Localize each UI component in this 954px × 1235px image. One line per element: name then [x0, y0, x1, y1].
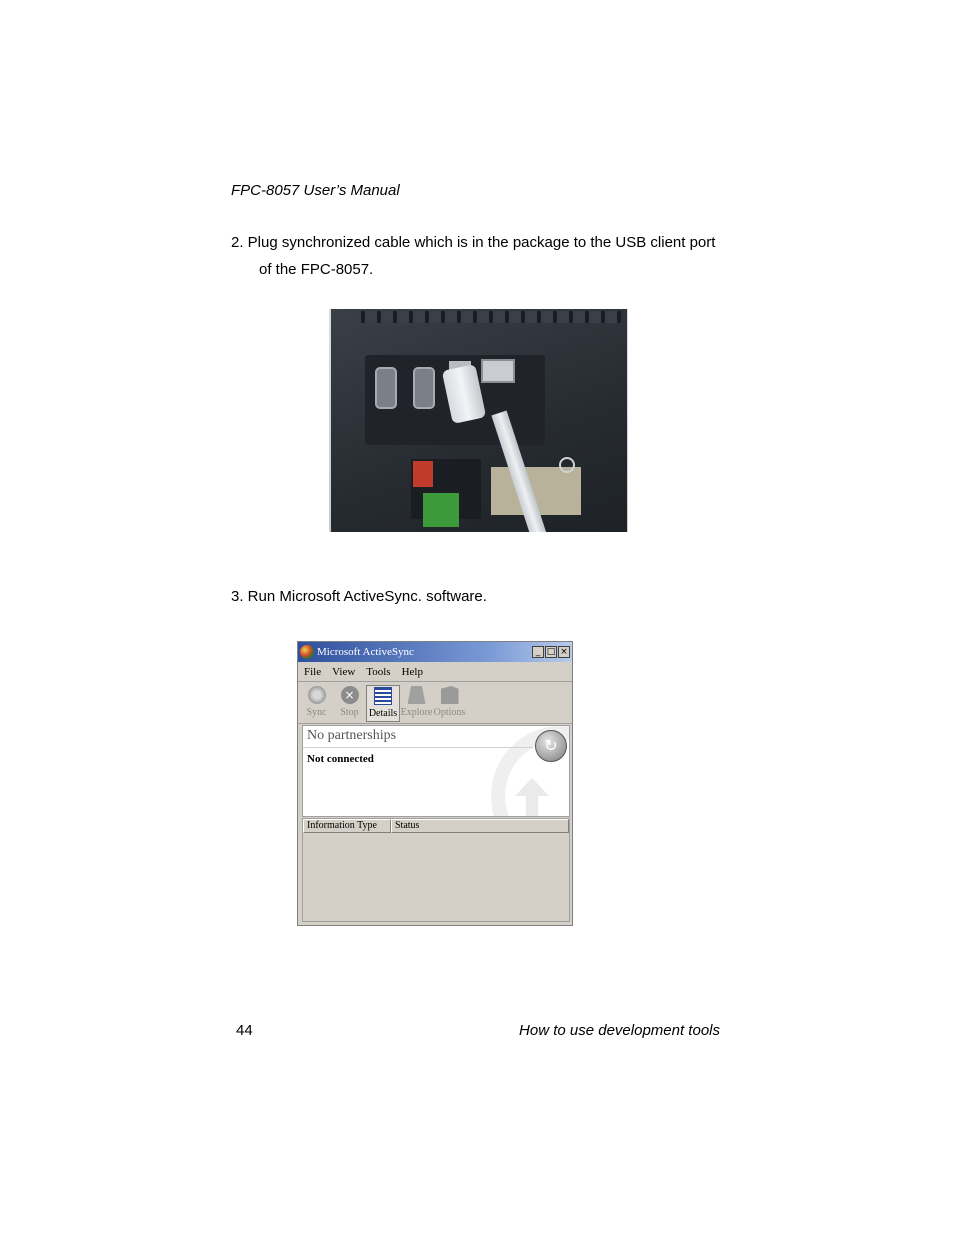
options-button[interactable]	[433, 685, 466, 722]
stop-button[interactable]	[333, 685, 366, 722]
sync-globe-icon[interactable]: ↻	[535, 730, 567, 762]
partnership-status: No partnerships	[307, 728, 397, 743]
window-title: Microsoft ActiveSync	[317, 646, 414, 658]
column-information-type[interactable]: Information Type	[303, 819, 391, 833]
red-connector	[413, 461, 433, 487]
explore-label: Explore	[400, 707, 433, 718]
step-3-text	[231, 583, 487, 610]
title-bar[interactable]	[298, 642, 572, 662]
details-button[interactable]	[366, 685, 400, 722]
menu-bar	[298, 662, 572, 682]
footer-section-title: How to use development tools	[519, 1022, 720, 1039]
column-status[interactable]: Status	[391, 819, 569, 833]
stop-label: Stop	[340, 707, 359, 718]
green-connector	[423, 493, 459, 527]
maximize-button[interactable]: □	[546, 647, 556, 657]
com1-port	[375, 367, 397, 409]
ce-mark-icon	[559, 457, 575, 473]
options-icon	[441, 686, 459, 704]
minimize-button[interactable]: _	[532, 646, 544, 658]
device-usb-photo	[329, 309, 628, 532]
device-body	[331, 309, 627, 532]
details-icon	[374, 687, 392, 705]
sync-label: Sync	[306, 707, 327, 718]
list-header	[303, 819, 569, 833]
activesync-window	[297, 641, 573, 926]
status-pane	[302, 725, 570, 817]
menu-tools[interactable]: Tools	[366, 665, 391, 678]
step-2-line-1: 2. Plug synchronized cable which is in the package to the USB client port	[231, 234, 716, 251]
menu-help[interactable]: Help	[401, 665, 423, 678]
com2-port	[413, 367, 435, 409]
running-header: FPC-8057 User’s Manual	[231, 182, 400, 199]
step-3-line-1: 3. Run Microsoft ActiveSync. software.	[231, 588, 487, 605]
information-list	[302, 818, 570, 922]
details-label: Details	[368, 708, 398, 719]
stop-icon: ×	[341, 686, 359, 704]
toolbar	[298, 682, 572, 724]
explore-button[interactable]	[400, 685, 433, 722]
sync-button[interactable]	[300, 685, 333, 722]
sync-icon	[308, 686, 326, 704]
explore-icon	[408, 686, 426, 704]
activesync-app-icon	[300, 645, 314, 659]
device-vents	[361, 311, 621, 323]
status-divider	[303, 747, 533, 748]
page-number: 44	[236, 1022, 253, 1039]
menu-view[interactable]: View	[332, 665, 356, 678]
options-label: Options	[433, 707, 466, 718]
step-2-line-2: of the FPC-8057.	[259, 261, 374, 278]
connection-status: Not connected	[307, 753, 374, 765]
network-port	[481, 359, 515, 383]
step-2-text	[231, 229, 715, 283]
close-button[interactable]: ×	[558, 646, 570, 658]
menu-file[interactable]: File	[304, 665, 322, 678]
